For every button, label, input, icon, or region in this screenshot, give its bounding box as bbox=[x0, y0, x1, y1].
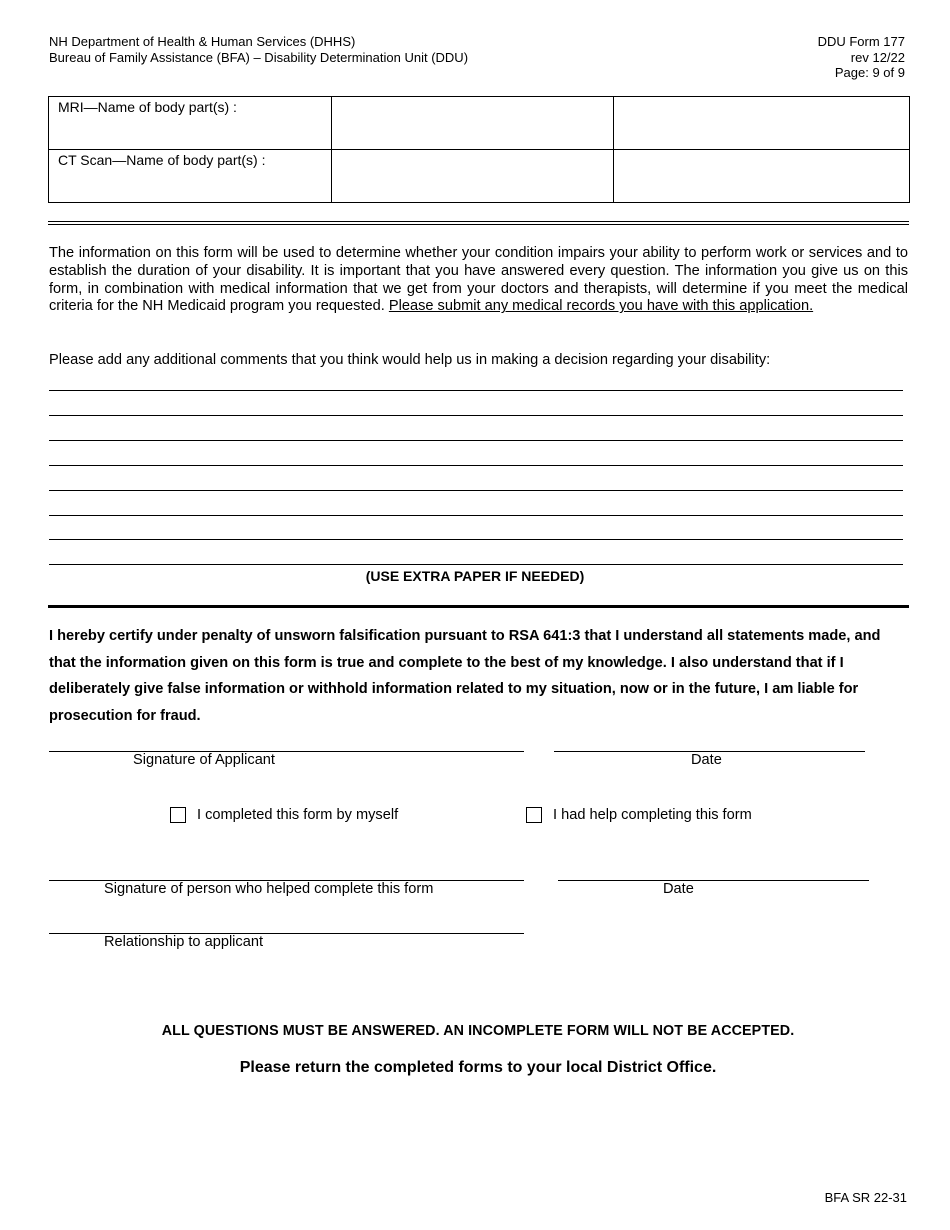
agency-line-2: Bureau of Family Assistance (BFA) – Disability Determination Unit (DDU) bbox=[49, 49, 469, 65]
ct-scan-entry-cell-1[interactable] bbox=[332, 150, 614, 203]
return-forms-notice: Please return the completed forms to your local District Office. bbox=[239, 1059, 717, 1076]
comment-line[interactable] bbox=[49, 539, 903, 540]
ct-scan-label-cell: CT Scan—Name of body part(s) : bbox=[49, 150, 332, 203]
had-help-option[interactable] bbox=[526, 807, 752, 823]
completed-by-self-label: I completed this form by myself bbox=[197, 807, 399, 823]
had-help-checkbox[interactable] bbox=[526, 807, 542, 823]
page-number: Page: 9 of 9 bbox=[834, 65, 905, 80]
mri-entry-cell-2[interactable] bbox=[614, 97, 910, 150]
agency-header bbox=[49, 34, 468, 65]
imaging-tests-table bbox=[48, 96, 910, 203]
form-code: BFA SR 22-31 bbox=[824, 1190, 907, 1205]
section-divider-thick bbox=[48, 605, 909, 608]
helper-date-label: Date bbox=[663, 881, 694, 897]
table-row bbox=[49, 150, 910, 203]
mri-label-cell: MRI—Name of body part(s) : bbox=[49, 97, 332, 150]
comment-line[interactable] bbox=[49, 440, 903, 441]
comment-line[interactable] bbox=[49, 390, 903, 391]
certification-statement: I hereby certify under penalty of unsworn falsification pursuant to RSA 641:3 that I understand all statements made, and that the information given on this form is true and complete to the best of my knowledge. I also understand that if I deliberately give false information or withhold information related to my situation, now or in the future, I am liable for prosecution for fraud. bbox=[49, 628, 881, 724]
extra-paper-note: (USE EXTRA PAPER IF NEEDED) bbox=[365, 568, 585, 584]
had-help-label: I had help completing this form bbox=[553, 807, 752, 823]
all-questions-notice: ALL QUESTIONS MUST BE ANSWERED. AN INCOMPLETE FORM WILL NOT BE ACCEPTED. bbox=[161, 1023, 795, 1039]
relationship-label: Relationship to applicant bbox=[104, 934, 264, 950]
comment-line[interactable] bbox=[49, 564, 903, 565]
info-text: The information on this form will be used to determine whether your condition impairs your ability to perform work or services and to establish the duration of your disability. It is important that you have answered every question. The information you give us on this form, in combination with medical information that we get from your doctors and therapists, will determine if you meet the medical criteria for the NH Medicaid program you requested. bbox=[49, 245, 908, 315]
applicant-signature-label: Signature of Applicant bbox=[133, 752, 275, 768]
completed-by-self-checkbox[interactable] bbox=[170, 807, 186, 823]
comment-line[interactable] bbox=[49, 515, 903, 516]
comments-prompt: Please add any additional comments that you think would help us in making a decision regarding your disability: bbox=[49, 352, 771, 368]
info-submit-records-note: Please submit any medical records you have with this application. bbox=[388, 298, 814, 315]
info-paragraph bbox=[49, 245, 908, 316]
section-divider-double bbox=[48, 221, 909, 225]
ct-scan-entry-cell-2[interactable] bbox=[614, 150, 910, 203]
comment-line[interactable] bbox=[49, 465, 903, 466]
helper-signature-label: Signature of person who helped complete this form bbox=[104, 881, 434, 897]
applicant-date-label: Date bbox=[691, 752, 722, 768]
comment-line[interactable] bbox=[49, 415, 903, 416]
agency-line-1: NH Department of Health & Human Services (DHHS) bbox=[49, 34, 356, 49]
comment-line[interactable] bbox=[49, 490, 903, 491]
mri-entry-cell-1[interactable] bbox=[332, 97, 614, 150]
applicant-signature-line[interactable] bbox=[49, 751, 524, 752]
completed-by-self-option[interactable] bbox=[170, 807, 398, 823]
helper-date-line[interactable] bbox=[558, 880, 869, 881]
form-id-block bbox=[818, 34, 905, 81]
form-number: DDU Form 177 bbox=[817, 34, 905, 49]
table-row bbox=[49, 97, 910, 150]
form-revision: rev 12/22 bbox=[850, 49, 905, 65]
